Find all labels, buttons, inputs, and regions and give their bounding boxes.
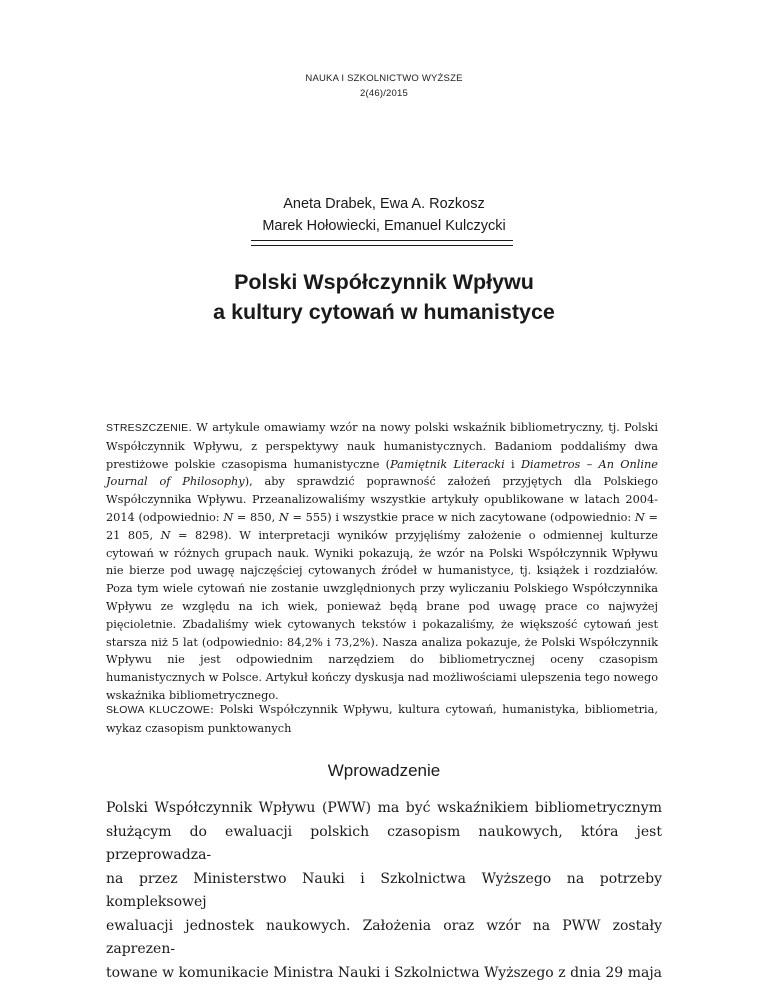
keywords-label: SŁOWA KLUCZOWE	[106, 704, 211, 716]
abstract-n-symbol: N	[160, 528, 171, 542]
running-header	[0, 71, 768, 101]
abstract	[106, 419, 658, 705]
authors-line-1: Aneta Drabek, Ewa A. Rozkosz	[283, 196, 485, 212]
body-line: Polski Współczynnik Wpływu (PWW) ma być wskaźnikiem bibliometrycznym	[106, 800, 662, 816]
keywords	[106, 701, 658, 738]
abstract-text-4: = 850,	[233, 510, 279, 524]
abstract-label: STRESZCZENIE	[106, 422, 189, 434]
abstract-n-symbol: N	[278, 510, 289, 524]
body-line: towane w komunikacie Ministra Nauki i Szkolnictwa Wyższego z dnia 29 maja	[106, 964, 662, 981]
title-line-2: a kultury cytowań w humanistyce	[213, 300, 555, 324]
divider-rule-top	[251, 240, 513, 241]
body-line: ewaluacji jednostek naukowych. Założenia oraz wzór na PWW zostały zaprezen-	[106, 917, 662, 957]
body-line: na przez Ministerstwo Nauki i Szkolnictwa Wyższego na potrzeby kompleksowej	[106, 870, 662, 910]
authors-line-2: Marek Hołowiecki, Emanuel Kulczycki	[262, 218, 506, 234]
abstract-n-symbol: N	[634, 510, 645, 524]
abstract-journal-1: Pamiętnik Literacki	[390, 457, 505, 471]
body-paragraph	[106, 797, 662, 985]
abstract-text-6: = 21 805,	[106, 510, 658, 542]
body-line: służącym do ewaluacji polskich czasopism naukowych, która jest przeprowadza-	[106, 823, 662, 863]
author-list	[0, 193, 768, 237]
divider-rule-bottom	[251, 245, 513, 246]
section-heading: Wprowadzenie	[327, 761, 441, 780]
abstract-text-5: = 555) i wszystkie prace w nich zacytowane (odpowiednio:	[288, 510, 635, 524]
abstract-journal-2: Diametros – An Online Journal of Philosophy	[106, 457, 658, 489]
abstract-text-7: = 8298). W interpretacji wyników przyjęliśmy założenie o odmiennej kulturze cytowań w różnych grupach nauk. Wyniki pokazują, że wzór na Polski Współczynnik Wpływu nie bierze pod uwagę najczęściej cytowanych źródeł w humanistyce, tj. książek i rozdziałów. Poza tym wiele cytowań nie zostanie uwzględnionych przy wyliczaniu Polskiego Współczynnika Wpływu ze względu na ich wiek, ponieważ będą brane pod uwagę prace co najwyżej pięcioletnie. Zbadaliśmy wiek cytowanych tekstów i pokazaliśmy, że większość cytowań jest starsza niż 5 lat (odpowiednio: 84,2% i 73,2%). Nasza analiza pokazuje, że Polski Współczynnik Wpływu nie jest odpowiednim narzędziem do bibliometrycznej oceny czasopism humanistycznych w Polsce. Artykuł kończy dyskusja nad możliwościami ulepszenia tego nowego wskaźnika bibliometrycznego.	[106, 528, 658, 702]
abstract-text-1: . W artykule omawiamy wzór na nowy polski wskaźnik bibliometryczny, tj. Polski Współczynnik Wpływu, z perspektywy nauk humanistycznych. Badaniom poddaliśmy dwa prestiżowe polskie czasopisma humanistyczne (	[106, 421, 658, 471]
keywords-text: : Polski Współczynnik Wpływu, kultura cytowań, humanistyka, bibliometria, wykaz czasopism punktowanych	[106, 703, 658, 735]
journal-name: NAUKA I SZKOLNICTWO WYŻSZE	[305, 73, 463, 84]
abstract-text-3: ), aby sprawdzić poprawność założeń przyjętych dla Polskiego Współczynnika Wpływu. Przeanalizowaliśmy wszystkie artykuły opublikowane w latach 2004-2014 (odpowiednio:	[106, 475, 658, 524]
title-line-1: Polski Współczynnik Wpływu	[234, 270, 534, 294]
abstract-n-symbol: N	[223, 510, 234, 524]
journal-issue: 2(46)/2015	[360, 88, 408, 99]
article-title	[0, 267, 768, 327]
abstract-text-2: i	[504, 457, 521, 471]
